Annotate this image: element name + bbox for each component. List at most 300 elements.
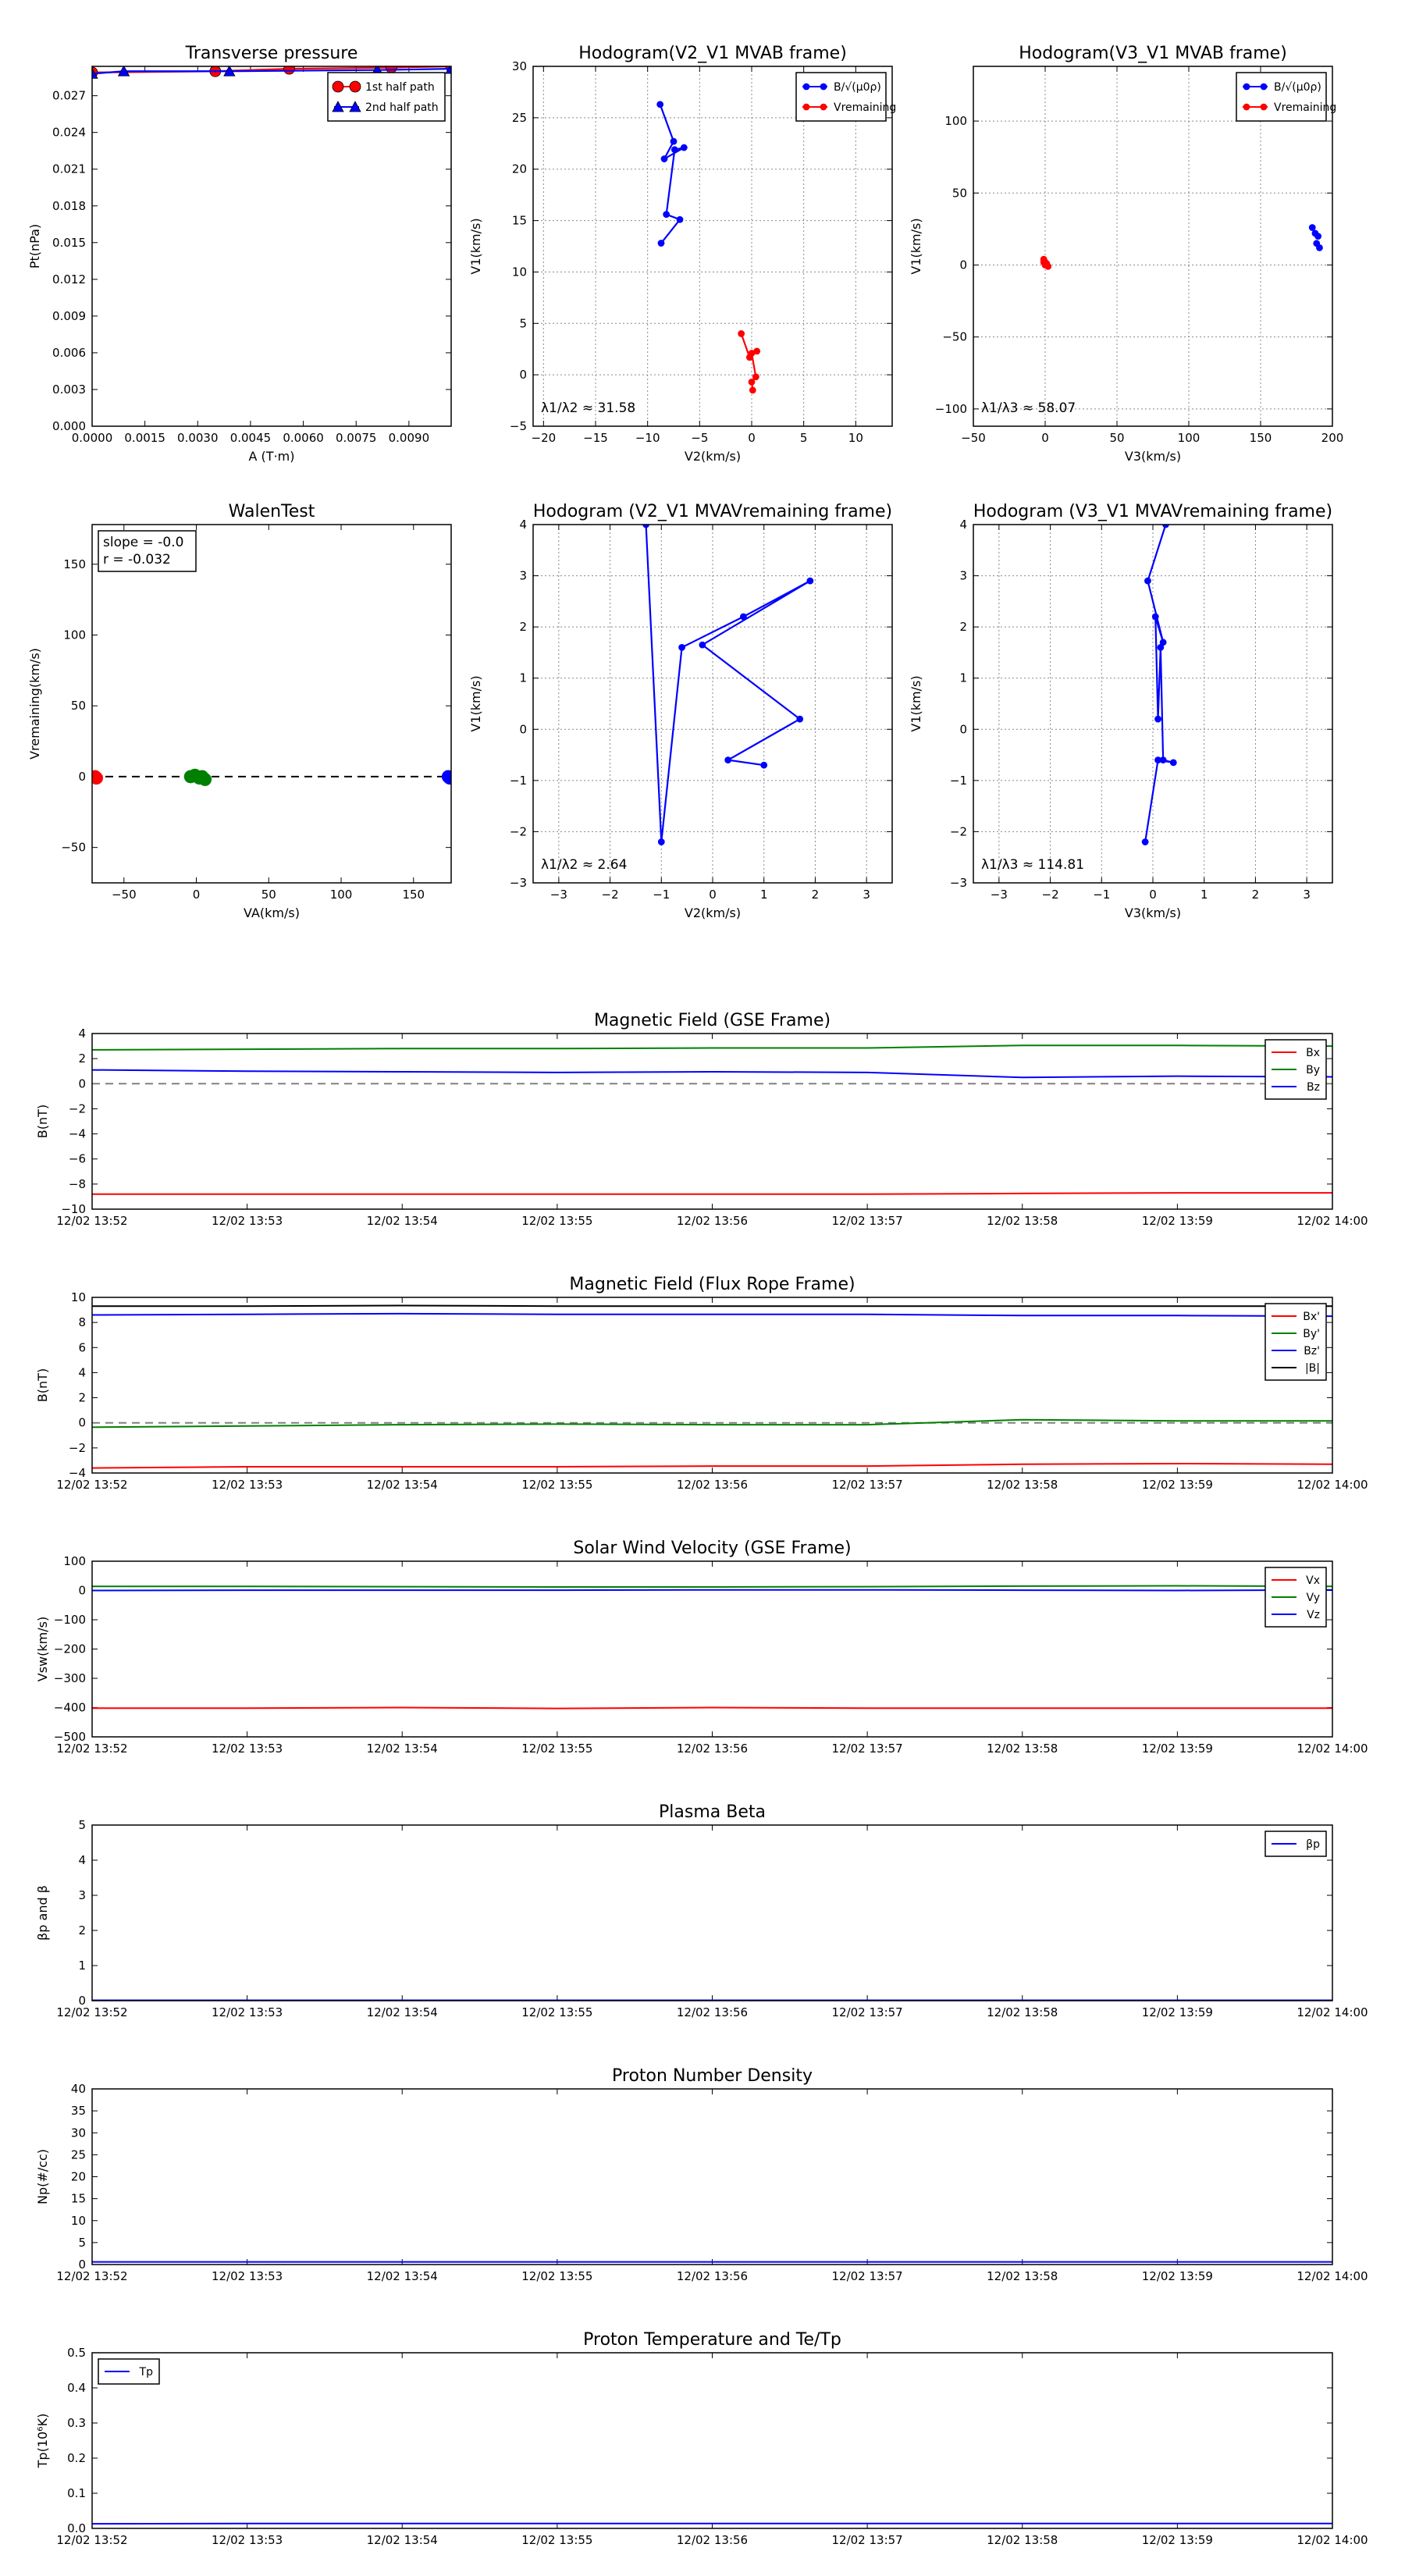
series--b--line — [92, 1305, 1332, 1306]
x-tick-label: 12/02 13:58 — [987, 2533, 1058, 2547]
x-tick-label: 2 — [1251, 888, 1260, 902]
series-bx--line — [92, 1464, 1332, 1468]
x-tick-label: 12/02 13:56 — [676, 2533, 749, 2547]
x-tick-label: −5 — [691, 431, 709, 445]
x-tick-label: 12/02 13:53 — [212, 1478, 283, 1492]
y-tick-label: 100 — [944, 114, 967, 129]
y-tick-label: 0 — [78, 1583, 86, 1598]
chart-title: Transverse pressure — [185, 44, 358, 63]
y-axis-label: Np(#/cc) — [35, 2149, 50, 2204]
plot-area — [92, 1045, 1332, 1194]
series-vremaining-point — [1040, 259, 1047, 265]
x-axis-label: A (T·m) — [248, 449, 295, 464]
series-vremaining-point — [752, 374, 759, 380]
series-vremaining-point — [749, 379, 755, 385]
y-tick-label: −1 — [949, 773, 967, 788]
y-axis-label: V1(km/s) — [909, 218, 923, 275]
axes-frame — [92, 525, 451, 883]
series-1-point — [725, 757, 731, 763]
legend-marker — [350, 81, 361, 92]
x-tick-label: 12/02 13:56 — [676, 1478, 749, 1492]
series-vremaining-point — [738, 330, 745, 336]
y-tick-label: 20 — [70, 2169, 86, 2184]
chart-10 — [35, 1802, 1368, 2019]
y-tick-label: −300 — [53, 1671, 86, 1685]
x-tick-label: −50 — [111, 888, 137, 902]
legend — [1265, 1567, 1326, 1627]
series-b-0--point — [663, 212, 670, 218]
y-tick-label: 25 — [70, 2147, 86, 2162]
x-tick-label: 12/02 13:59 — [1141, 2533, 1213, 2547]
y-tick-label: 4 — [78, 1853, 86, 1867]
series-1-point — [1155, 757, 1161, 763]
y-tick-label: −1 — [509, 773, 527, 788]
series-vy-line — [92, 1586, 1332, 1588]
y-tick-label: 0.2 — [67, 2451, 86, 2465]
y-tick-label: 4 — [519, 518, 527, 532]
x-tick-label: 12/02 13:56 — [676, 1742, 749, 1756]
y-tick-label: −4 — [68, 1126, 86, 1141]
x-tick-label: −2 — [1041, 888, 1059, 902]
legend — [328, 73, 445, 121]
plot-area — [92, 1305, 1332, 1468]
plot-area — [657, 101, 760, 393]
x-tick-label: 12/02 13:58 — [987, 2269, 1058, 2283]
chart-4 — [27, 502, 456, 920]
y-tick-label: −100 — [53, 1613, 86, 1627]
x-tick-label: 12/02 13:53 — [212, 1214, 283, 1228]
x-tick-label: 12/02 13:58 — [987, 1214, 1058, 1228]
y-tick-label: 5 — [78, 1818, 86, 1832]
x-tick-label: 0.0030 — [177, 431, 219, 445]
y-tick-label: −50 — [61, 840, 86, 855]
y-tick-label: −3 — [509, 876, 527, 890]
legend-marker — [1243, 104, 1250, 110]
y-tick-label: 0.5 — [67, 2346, 86, 2360]
x-tick-label: 50 — [1109, 431, 1125, 445]
chart-title: Hodogram (V2_V1 MVAVremaining frame) — [532, 502, 893, 521]
y-tick-label: 10 — [511, 265, 527, 279]
x-tick-label: 12/02 13:58 — [987, 1742, 1058, 1756]
legend — [1236, 73, 1336, 121]
x-axis-label: V2(km/s) — [684, 449, 742, 464]
y-tick-label: 0 — [959, 258, 967, 272]
x-tick-label: 0 — [709, 888, 717, 902]
y-tick-label: 4 — [78, 1365, 86, 1380]
x-tick-label: 12/02 13:55 — [521, 2269, 593, 2283]
series-b-0--point — [671, 147, 678, 153]
legend-marker — [803, 84, 809, 90]
y-tick-label: 3 — [959, 568, 967, 583]
y-tick-label: 100 — [63, 628, 86, 642]
stats-line: r = -0.032 — [103, 552, 171, 568]
y-tick-label: 100 — [63, 1554, 86, 1568]
x-tick-label: 12/02 13:56 — [676, 1214, 749, 1228]
series-b-0--point — [1309, 225, 1315, 231]
x-tick-label: 100 — [329, 888, 353, 902]
y-axis-label: V1(km/s) — [468, 218, 483, 275]
annotation-text: λ1/λ3 ≈ 58.07 — [981, 400, 1076, 416]
y-tick-label: 50 — [951, 186, 967, 201]
series-1-point — [1142, 839, 1148, 845]
x-tick-label: 12/02 13:56 — [676, 2005, 749, 2019]
x-tick-label: 12/02 13:57 — [831, 2533, 903, 2547]
series-bx-line — [92, 1193, 1332, 1194]
x-tick-label: 0 — [1149, 888, 1157, 902]
y-tick-label: 0.000 — [52, 419, 86, 433]
x-tick-label: 0.0000 — [71, 431, 113, 445]
x-tick-label: 12/02 13:59 — [1141, 1478, 1213, 1492]
series-1-line — [646, 525, 810, 842]
y-tick-label: 40 — [70, 2082, 86, 2096]
y-tick-label: −400 — [53, 1700, 86, 1715]
y-tick-label: 0.4 — [67, 2381, 86, 2395]
y-axis-label: Vremaining(km/s) — [27, 648, 42, 760]
series-b-0--point — [681, 144, 687, 151]
y-axis-label: V1(km/s) — [468, 675, 483, 732]
legend-label: βp — [1306, 1838, 1320, 1851]
x-tick-label: 12/02 13:55 — [521, 2005, 593, 2019]
series-1st-half-path-point — [386, 62, 397, 73]
y-tick-label: 2 — [78, 1923, 86, 1937]
y-tick-label: −2 — [509, 824, 527, 839]
x-tick-label: 12/02 14:00 — [1297, 2005, 1368, 2019]
legend-label: Bx' — [1303, 1311, 1320, 1323]
y-tick-label: 1 — [959, 671, 967, 685]
y-tick-label: −6 — [68, 1151, 86, 1166]
x-tick-label: −2 — [601, 888, 619, 902]
chart-6 — [909, 502, 1332, 920]
series-1-point — [1144, 578, 1151, 584]
y-tick-label: 1 — [519, 671, 527, 685]
chart-9 — [35, 1539, 1368, 1756]
y-tick-label: −2 — [68, 1101, 86, 1116]
plot-area — [92, 1586, 1332, 1709]
x-axis-label: V2(km/s) — [684, 906, 742, 920]
axes-frame — [92, 1297, 1332, 1473]
x-tick-label: 12/02 13:52 — [56, 2005, 128, 2019]
legend-label: Vx — [1306, 1574, 1320, 1587]
x-tick-label: 12/02 13:54 — [366, 1478, 438, 1492]
y-tick-label: −5 — [509, 419, 527, 433]
y-tick-label: 1 — [78, 1959, 86, 1973]
axes-frame — [92, 2089, 1332, 2265]
x-tick-label: 0.0045 — [229, 431, 272, 445]
x-tick-label: 5 — [799, 431, 808, 445]
y-tick-label: 8 — [78, 1315, 86, 1330]
legend-marker — [820, 84, 827, 90]
x-tick-label: 3 — [863, 888, 870, 902]
y-tick-label: 0 — [519, 722, 527, 737]
series-b-0--point — [661, 156, 667, 162]
legend-label: By' — [1303, 1328, 1320, 1340]
chart-title: Proton Temperature and Te/Tp — [583, 2330, 841, 2350]
axes-frame — [92, 1825, 1332, 2001]
x-tick-label: −20 — [531, 431, 557, 445]
x-axis-label: VA(km/s) — [244, 906, 300, 920]
y-tick-label: 3 — [78, 1888, 86, 1902]
chart-title: Hodogram (V3_V1 MVAVremaining frame) — [973, 502, 1333, 521]
y-tick-label: 35 — [70, 2104, 86, 2119]
y-tick-label: 0.024 — [52, 125, 86, 140]
x-tick-label: 12/02 13:54 — [366, 2005, 438, 2019]
x-tick-label: 12/02 13:58 — [987, 1478, 1058, 1492]
x-tick-label: 12/02 13:55 — [521, 2533, 593, 2547]
x-tick-label: 12/02 13:56 — [676, 2269, 749, 2283]
series-1st-half-path-point — [284, 63, 295, 74]
y-tick-label: 15 — [511, 213, 527, 228]
y-tick-label: −4 — [68, 1466, 86, 1480]
x-tick-label: 12/02 13:59 — [1141, 1742, 1213, 1756]
x-tick-label: 0 — [748, 431, 756, 445]
x-tick-label: −3 — [990, 888, 1008, 902]
series-1-point — [679, 644, 685, 650]
legend-label: 2nd half path — [365, 101, 439, 114]
legend-marker — [820, 104, 827, 110]
x-tick-label: 12/02 13:53 — [212, 2269, 283, 2283]
legend-label: Vy — [1306, 1592, 1320, 1604]
chart-7 — [35, 1011, 1368, 1228]
series-3-point — [443, 772, 456, 785]
legend-label: B/√(μ0ρ) — [1274, 81, 1321, 94]
chart-title: WalenTest — [228, 502, 315, 521]
x-tick-label: 12/02 14:00 — [1297, 2533, 1368, 2547]
y-tick-label: −3 — [949, 876, 967, 890]
legend-label: B/√(μ0ρ) — [834, 81, 881, 94]
series-bz-line — [92, 1070, 1332, 1078]
legend — [98, 2359, 159, 2384]
series-1-point — [1155, 716, 1161, 722]
series-1-point — [740, 614, 746, 620]
series-b-0--point — [670, 138, 677, 144]
series-b-0--point — [1315, 233, 1321, 240]
x-tick-label: 12/02 13:52 — [56, 2533, 128, 2547]
chart-title: Hodogram(V3_V1 MVAB frame) — [1019, 44, 1287, 63]
legend-label: |B| — [1304, 1362, 1320, 1375]
y-tick-label: 5 — [519, 316, 527, 331]
y-tick-label: 0 — [78, 2258, 86, 2272]
y-axis-label: B(nT) — [35, 1104, 50, 1139]
series-vx-line — [92, 1708, 1332, 1709]
x-tick-label: 0.0060 — [283, 431, 324, 445]
x-tick-label: 0.0075 — [335, 431, 377, 445]
y-tick-label: 4 — [959, 518, 967, 532]
x-tick-label: 12/02 13:53 — [212, 1742, 283, 1756]
x-tick-label: 150 — [1249, 431, 1272, 445]
legend-marker — [803, 104, 809, 110]
chart-5 — [468, 502, 892, 920]
x-tick-label: 12/02 13:54 — [366, 1742, 438, 1756]
chart-title: Magnetic Field (Flux Rope Frame) — [569, 1275, 855, 1294]
y-tick-label: 0 — [519, 368, 527, 382]
x-tick-label: 12/02 13:55 — [521, 1742, 593, 1756]
y-axis-label: Vsw(km/s) — [35, 1616, 50, 1682]
y-tick-label: −2 — [949, 824, 967, 839]
y-tick-label: 0.006 — [52, 345, 86, 360]
x-tick-label: −15 — [583, 431, 608, 445]
y-tick-label: 0.018 — [52, 198, 86, 213]
y-tick-label: 0.012 — [52, 272, 86, 286]
series-b-0--point — [677, 216, 683, 222]
y-tick-label: 0 — [78, 1076, 86, 1091]
x-tick-label: 12/02 13:57 — [831, 2005, 903, 2019]
legend-label: Vz — [1307, 1609, 1320, 1621]
x-tick-label: 100 — [1177, 431, 1200, 445]
y-tick-label: 0 — [959, 722, 967, 737]
y-tick-label: 0.015 — [52, 235, 86, 250]
series-2-point — [199, 774, 212, 786]
series-b-0--point — [657, 101, 663, 108]
x-tick-label: 12/02 13:54 — [366, 2269, 438, 2283]
legend-label: Tp — [139, 2366, 153, 2379]
y-tick-label: 0 — [78, 769, 86, 784]
x-tick-label: −50 — [961, 431, 986, 445]
series-vremaining-point — [749, 387, 756, 393]
x-tick-label: 50 — [261, 888, 276, 902]
series-1-point — [1152, 614, 1158, 620]
x-tick-label: −1 — [1093, 888, 1111, 902]
x-tick-label: 12/02 13:55 — [521, 1478, 593, 1492]
x-tick-label: 3 — [1303, 888, 1311, 902]
y-tick-label: 20 — [511, 162, 527, 176]
legend-marker — [333, 81, 343, 92]
x-tick-label: 0 — [192, 888, 201, 902]
y-tick-label: 0.1 — [67, 2486, 86, 2500]
x-tick-label: 12/02 14:00 — [1297, 2269, 1368, 2283]
plot-area — [643, 521, 813, 845]
x-tick-label: −10 — [635, 431, 660, 445]
x-tick-label: 12/02 14:00 — [1297, 1214, 1368, 1228]
x-tick-label: 0.0090 — [388, 431, 430, 445]
x-tick-label: −1 — [653, 888, 670, 902]
y-tick-label: 2 — [519, 620, 527, 635]
x-tick-label: 12/02 13:57 — [831, 1478, 903, 1492]
series-1-point — [1158, 644, 1164, 650]
y-tick-label: −10 — [61, 1202, 86, 1216]
y-tick-label: 0.027 — [52, 88, 86, 103]
legend-label: Vremaining — [834, 101, 897, 114]
chart-2 — [468, 44, 896, 464]
x-tick-label: 12/02 13:59 — [1141, 1214, 1213, 1228]
stats-line: slope = -0.0 — [103, 535, 184, 550]
y-tick-label: 2 — [78, 1051, 86, 1066]
y-tick-label: 6 — [78, 1340, 86, 1355]
y-tick-label: 0 — [78, 1415, 86, 1430]
x-tick-label: 12/02 13:58 — [987, 2005, 1058, 2019]
legend-marker — [1261, 104, 1267, 110]
y-tick-label: 0.003 — [52, 382, 86, 397]
legend-label: Bz — [1307, 1081, 1320, 1094]
x-tick-label: 12/02 13:57 — [831, 1742, 903, 1756]
y-tick-label: 0 — [78, 1994, 86, 2008]
plot-area — [1040, 225, 1322, 270]
chart-8 — [35, 1275, 1368, 1492]
y-tick-label: 0.0 — [67, 2521, 86, 2535]
legend — [796, 73, 896, 121]
axes-frame — [92, 2353, 1332, 2528]
y-axis-label: V1(km/s) — [909, 675, 923, 732]
chart-1 — [27, 44, 457, 464]
x-tick-label: 10 — [848, 431, 863, 445]
x-tick-label: 12/02 14:00 — [1297, 1478, 1368, 1492]
series-1-point — [761, 762, 767, 768]
x-tick-label: 2 — [811, 888, 820, 902]
legend-label: By — [1306, 1064, 1320, 1076]
x-tick-label: 12/02 13:54 — [366, 1214, 438, 1228]
x-tick-label: 12/02 13:53 — [212, 2533, 283, 2547]
chart-11 — [35, 2066, 1368, 2283]
chart-12 — [35, 2330, 1368, 2547]
legend-label: Vremaining — [1274, 101, 1337, 114]
series-b-0--point — [658, 240, 664, 247]
x-tick-label: 12/02 13:59 — [1141, 2269, 1213, 2283]
x-tick-label: 12/02 13:52 — [56, 2269, 128, 2283]
legend — [1265, 1831, 1326, 1856]
y-tick-label: 0.009 — [52, 308, 86, 323]
chart-title: Hodogram(V2_V1 MVAB frame) — [578, 44, 847, 63]
y-tick-label: 2 — [959, 620, 967, 635]
x-tick-label: 12/02 13:54 — [366, 2533, 438, 2547]
x-tick-label: 0 — [1041, 431, 1049, 445]
x-tick-label: 12/02 14:00 — [1297, 1742, 1368, 1756]
plot-area — [89, 769, 456, 785]
chart-title: Magnetic Field (GSE Frame) — [593, 1011, 831, 1030]
y-tick-label: 150 — [63, 557, 86, 571]
series-1-point — [1170, 760, 1176, 766]
legend-label: Bz' — [1304, 1345, 1320, 1357]
y-tick-label: 3 — [519, 568, 527, 583]
series-vremaining-point — [749, 350, 755, 356]
legend-marker — [1243, 84, 1250, 90]
legend — [1265, 1304, 1326, 1380]
x-tick-label: −3 — [550, 888, 567, 902]
annotation-text: λ1/λ2 ≈ 2.64 — [541, 857, 628, 873]
series-1-line — [1145, 525, 1173, 842]
x-tick-label: 12/02 13:53 — [212, 2005, 283, 2019]
y-tick-label: −500 — [53, 1730, 86, 1744]
x-axis-label: V3(km/s) — [1124, 449, 1182, 464]
series-vz-line — [92, 1590, 1332, 1591]
y-tick-label: 4 — [78, 1026, 86, 1041]
y-tick-label: 5 — [78, 2235, 86, 2250]
y-axis-label: B(nT) — [35, 1368, 50, 1403]
x-axis-label: V3(km/s) — [1124, 906, 1182, 920]
x-tick-label: 0.0015 — [124, 431, 165, 445]
series-1-point — [658, 839, 664, 845]
series-b-0--point — [1316, 244, 1322, 251]
x-tick-label: 12/02 13:57 — [831, 1214, 903, 1228]
annotation-text: λ1/λ3 ≈ 114.81 — [981, 857, 1085, 873]
y-tick-label: 25 — [511, 110, 527, 125]
axes-frame — [92, 1034, 1332, 1209]
chart-3 — [909, 44, 1343, 464]
x-tick-label: 1 — [1200, 888, 1208, 902]
y-tick-label: −50 — [942, 329, 967, 344]
y-tick-label: 10 — [70, 1290, 86, 1304]
x-tick-label: 150 — [402, 888, 425, 902]
y-tick-label: −2 — [68, 1440, 86, 1455]
y-tick-label: −8 — [68, 1176, 86, 1191]
series-bz--line — [92, 1314, 1332, 1316]
y-tick-label: 10 — [70, 2213, 86, 2228]
y-tick-label: 30 — [511, 59, 527, 73]
y-tick-label: 2 — [78, 1390, 86, 1405]
x-tick-label: 12/02 13:52 — [56, 1742, 128, 1756]
y-tick-label: 0.3 — [67, 2416, 86, 2430]
x-tick-label: 12/02 13:52 — [56, 1478, 128, 1492]
plot-area — [1142, 521, 1176, 845]
x-tick-label: 12/02 13:57 — [831, 2269, 903, 2283]
